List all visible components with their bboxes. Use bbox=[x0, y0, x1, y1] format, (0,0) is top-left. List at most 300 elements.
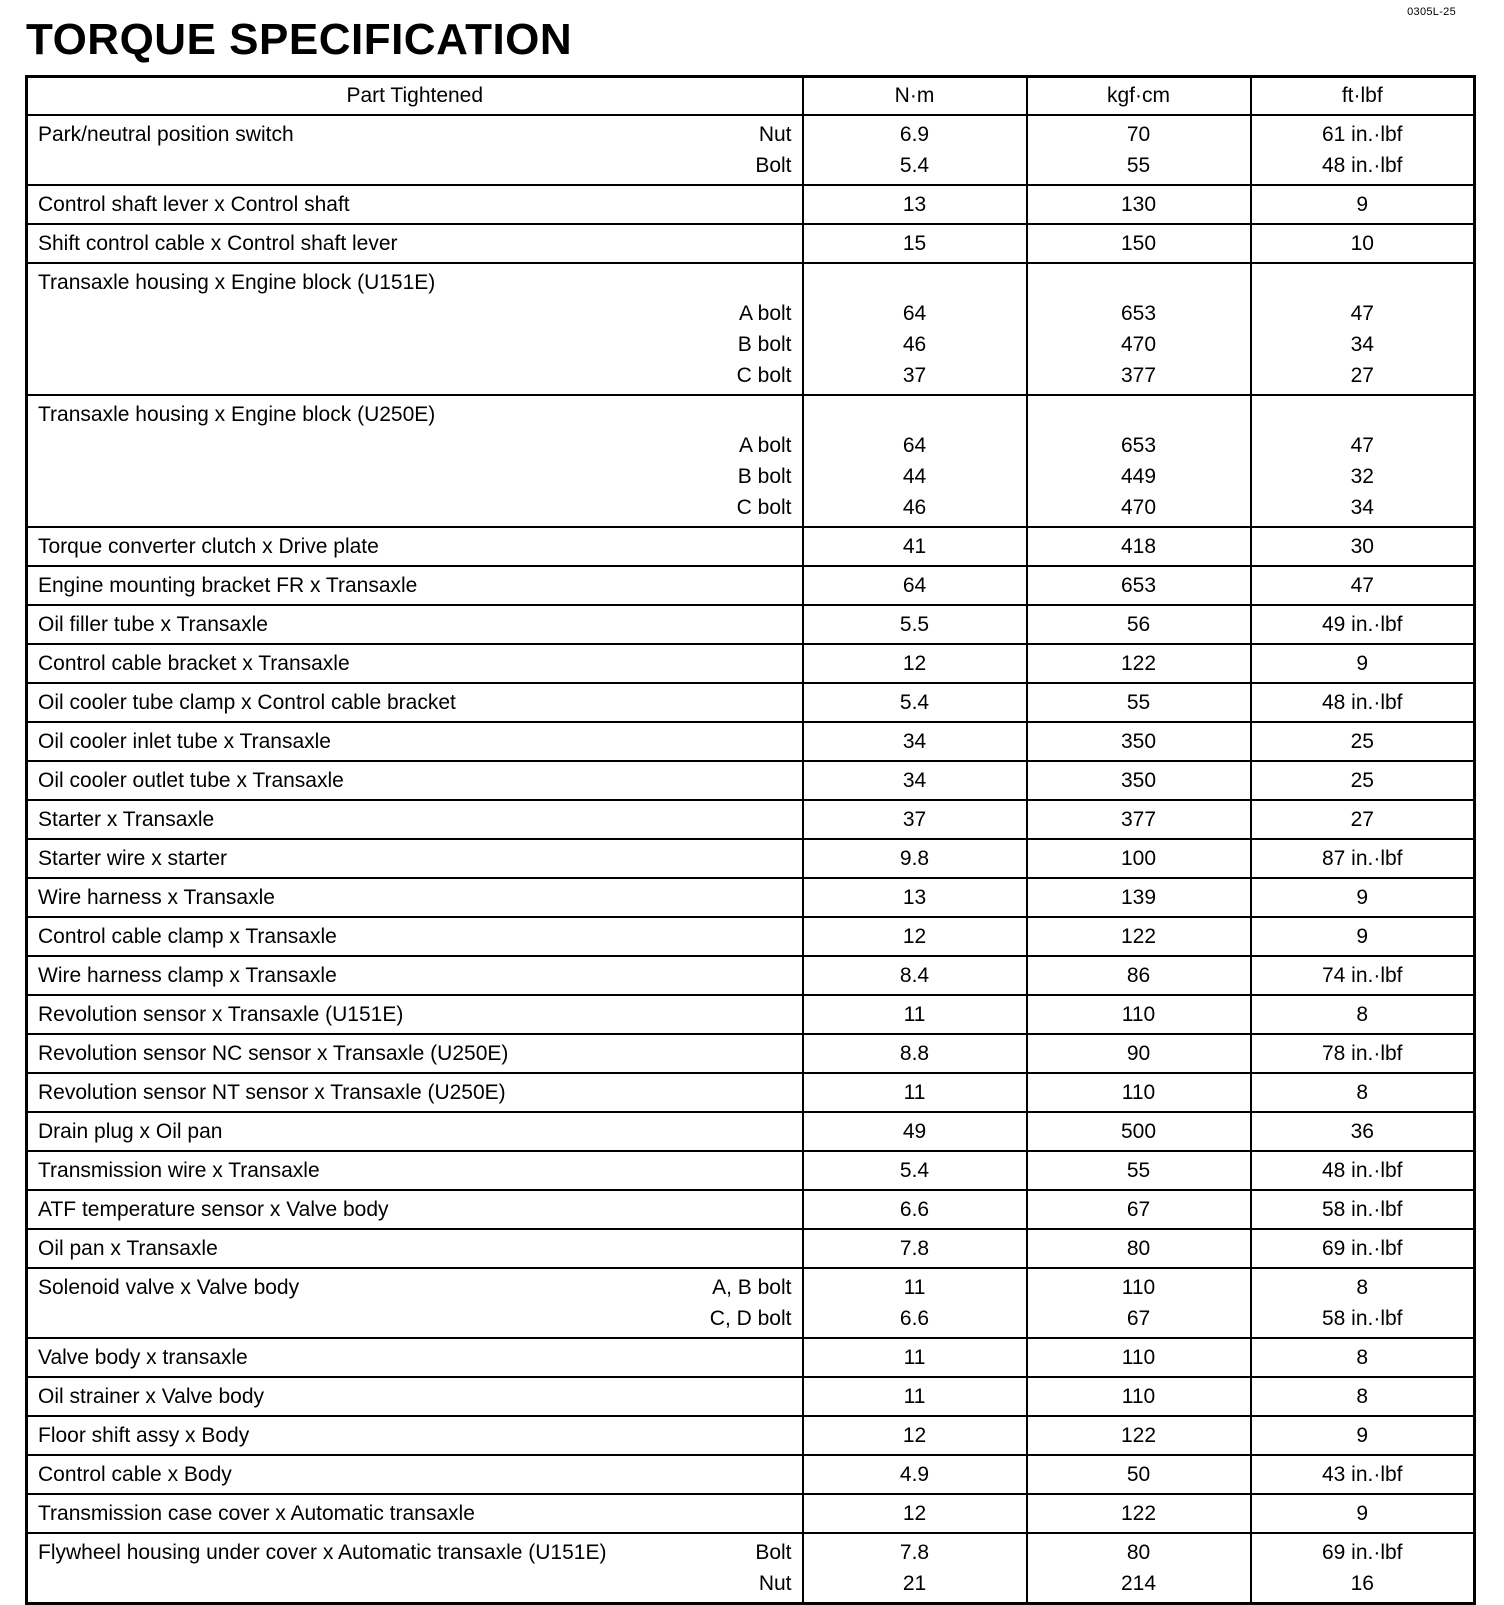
fastener-label: C bolt bbox=[736, 364, 792, 387]
nm-value: 6.6 bbox=[899, 1307, 930, 1330]
part-cell bbox=[27, 761, 803, 800]
part-name-text: Oil pan x Transaxle bbox=[38, 1237, 218, 1260]
table-header-row bbox=[27, 77, 1475, 116]
part-line bbox=[28, 430, 802, 461]
fastener-label: B bolt bbox=[737, 465, 792, 488]
nm-value: 5.5 bbox=[899, 613, 930, 636]
spacer-line bbox=[804, 399, 1026, 430]
part-cell bbox=[27, 878, 803, 917]
nm-cell bbox=[803, 995, 1027, 1034]
part-line bbox=[28, 119, 802, 150]
table-row bbox=[27, 395, 1475, 527]
ft-lbf-value: 48 in.·lbf bbox=[1321, 1159, 1403, 1182]
ft-lbf-value: 34 bbox=[1350, 333, 1374, 356]
kgf-cm-cell bbox=[1027, 644, 1251, 683]
nm-value: 37 bbox=[902, 808, 927, 831]
kgf-cm-value: 139 bbox=[1120, 886, 1157, 909]
part-cell bbox=[27, 605, 803, 644]
nm-value: 11 bbox=[903, 1385, 926, 1408]
kgf-cm-cell bbox=[1027, 1151, 1251, 1190]
nm-value: 11 bbox=[903, 1003, 926, 1026]
part-name-text: Control cable x Body bbox=[38, 1463, 232, 1486]
page-title: TORQUE SPECIFICATION bbox=[26, 15, 573, 64]
kgf-cm-value: 110 bbox=[1121, 1003, 1156, 1026]
kgf-cm-value: 80 bbox=[1126, 1237, 1151, 1260]
kgf-cm-value: 122 bbox=[1120, 1424, 1157, 1447]
ft-lbf-value: 9 bbox=[1356, 886, 1369, 909]
part-cell bbox=[27, 115, 803, 185]
part-name-text: Solenoid valve x Valve body bbox=[38, 1276, 300, 1299]
nm-value: 12 bbox=[902, 1424, 927, 1447]
part-line bbox=[28, 360, 802, 391]
fastener-label: A bolt bbox=[738, 434, 792, 457]
part-cell bbox=[27, 995, 803, 1034]
kgf-cm-value: 122 bbox=[1120, 652, 1157, 675]
table-row bbox=[27, 1112, 1475, 1151]
kgf-cm-value: 55 bbox=[1126, 1159, 1151, 1182]
kgf-cm-value: 653 bbox=[1120, 434, 1157, 457]
nm-cell bbox=[803, 263, 1027, 395]
part-cell bbox=[27, 1377, 803, 1416]
table-row bbox=[27, 566, 1475, 605]
kgf-cm-value: 122 bbox=[1120, 925, 1157, 948]
kgf-cm-value: 110 bbox=[1121, 1081, 1156, 1104]
kgf-cm-cell bbox=[1027, 566, 1251, 605]
kgf-cm-cell bbox=[1027, 1533, 1251, 1604]
nm-cell bbox=[803, 605, 1027, 644]
nm-cell bbox=[803, 1338, 1027, 1377]
fastener-label: B bolt bbox=[737, 333, 792, 356]
ft-lbf-cell bbox=[1251, 566, 1475, 605]
kgf-cm-cell bbox=[1027, 683, 1251, 722]
ft-lbf-value: 8 bbox=[1356, 1003, 1369, 1026]
table-row bbox=[27, 1229, 1475, 1268]
nm-value: 21 bbox=[902, 1572, 927, 1595]
kgf-cm-value: 86 bbox=[1126, 964, 1151, 987]
nm-value: 9.8 bbox=[899, 847, 930, 870]
ft-lbf-value: 8 bbox=[1356, 1346, 1369, 1369]
spacer-line bbox=[1028, 267, 1250, 298]
ft-lbf-cell bbox=[1251, 1377, 1475, 1416]
kgf-cm-value: 110 bbox=[1121, 1276, 1156, 1299]
part-line bbox=[28, 1038, 802, 1069]
nm-cell bbox=[803, 1151, 1027, 1190]
ft-lbf-value: 25 bbox=[1350, 769, 1374, 792]
ft-lbf-value: 9 bbox=[1356, 652, 1369, 675]
ft-lbf-cell bbox=[1251, 1455, 1475, 1494]
table-row bbox=[27, 761, 1475, 800]
nm-value: 64 bbox=[902, 302, 927, 325]
kgf-cm-value: 67 bbox=[1126, 1307, 1151, 1330]
table-row bbox=[27, 644, 1475, 683]
ft-lbf-value: 74 in.·lbf bbox=[1321, 964, 1403, 987]
ft-lbf-cell bbox=[1251, 1112, 1475, 1151]
ft-lbf-cell bbox=[1251, 761, 1475, 800]
ft-lbf-cell bbox=[1251, 1533, 1475, 1604]
kgf-cm-cell bbox=[1027, 1416, 1251, 1455]
nm-value: 64 bbox=[902, 434, 927, 457]
table-row bbox=[27, 224, 1475, 263]
nm-value: 34 bbox=[902, 769, 927, 792]
ft-lbf-cell bbox=[1251, 1229, 1475, 1268]
spacer-line bbox=[1252, 399, 1474, 430]
part-name-text: Control shaft lever x Control shaft bbox=[38, 193, 350, 216]
nm-value: 11 bbox=[903, 1346, 926, 1369]
part-cell bbox=[27, 1455, 803, 1494]
fastener-label: Bolt bbox=[755, 1541, 792, 1564]
kgf-cm-value: 56 bbox=[1126, 613, 1151, 636]
nm-cell bbox=[803, 1416, 1027, 1455]
part-line bbox=[28, 298, 802, 329]
part-line bbox=[28, 570, 802, 601]
nm-value: 13 bbox=[902, 886, 927, 909]
part-line bbox=[28, 1233, 802, 1264]
nm-cell bbox=[803, 761, 1027, 800]
part-name-text: Drain plug x Oil pan bbox=[38, 1120, 223, 1143]
ft-lbf-value: 78 in.·lbf bbox=[1321, 1042, 1403, 1065]
part-line bbox=[28, 189, 802, 220]
kgf-cm-value: 67 bbox=[1126, 1198, 1151, 1221]
nm-value: 34 bbox=[902, 730, 927, 753]
part-name-text: Starter wire x starter bbox=[38, 847, 228, 870]
part-name-text: Oil strainer x Valve body bbox=[38, 1385, 265, 1408]
ft-lbf-cell bbox=[1251, 878, 1475, 917]
nm-value: 4.9 bbox=[899, 1463, 930, 1486]
nm-cell bbox=[803, 1268, 1027, 1338]
ft-lbf-value: 10 bbox=[1350, 232, 1374, 255]
header-ft-lbf: ft·lbf bbox=[1251, 77, 1475, 116]
ft-lbf-value: 47 bbox=[1350, 574, 1374, 597]
nm-value: 8.4 bbox=[899, 964, 930, 987]
kgf-cm-value: 100 bbox=[1120, 847, 1157, 870]
table-row bbox=[27, 1494, 1475, 1533]
ft-lbf-value: 8 bbox=[1356, 1385, 1369, 1408]
nm-value: 64 bbox=[902, 574, 927, 597]
part-line bbox=[28, 1194, 802, 1225]
kgf-cm-value: 350 bbox=[1120, 730, 1157, 753]
part-line bbox=[28, 1077, 802, 1108]
ft-lbf-value: 30 bbox=[1350, 535, 1374, 558]
part-cell bbox=[27, 917, 803, 956]
ft-lbf-cell bbox=[1251, 185, 1475, 224]
part-name-text: Oil cooler inlet tube x Transaxle bbox=[38, 730, 331, 753]
kgf-cm-cell bbox=[1027, 1112, 1251, 1151]
part-line bbox=[28, 329, 802, 360]
table-row bbox=[27, 263, 1475, 395]
part-name-text: Wire harness clamp x Transaxle bbox=[38, 964, 337, 987]
kgf-cm-value: 50 bbox=[1126, 1463, 1151, 1486]
nm-value: 49 bbox=[902, 1120, 927, 1143]
part-cell bbox=[27, 263, 803, 395]
table-row bbox=[27, 1455, 1475, 1494]
part-line bbox=[28, 1459, 802, 1490]
table-row bbox=[27, 1377, 1475, 1416]
nm-cell bbox=[803, 1533, 1027, 1604]
part-cell bbox=[27, 1416, 803, 1455]
part-name bbox=[28, 267, 802, 298]
ft-lbf-cell bbox=[1251, 395, 1475, 527]
ft-lbf-value: 32 bbox=[1350, 465, 1374, 488]
nm-value: 8.8 bbox=[899, 1042, 930, 1065]
nm-cell bbox=[803, 1455, 1027, 1494]
nm-cell bbox=[803, 1034, 1027, 1073]
part-cell bbox=[27, 683, 803, 722]
ft-lbf-value: 69 in.·lbf bbox=[1321, 1237, 1403, 1260]
part-line bbox=[28, 1342, 802, 1373]
table-row bbox=[27, 115, 1475, 185]
part-cell bbox=[27, 395, 803, 527]
kgf-cm-value: 110 bbox=[1121, 1385, 1156, 1408]
part-name-text: Transaxle housing x Engine block (U250E) bbox=[38, 403, 436, 426]
nm-cell bbox=[803, 185, 1027, 224]
part-line bbox=[28, 461, 802, 492]
kgf-cm-cell bbox=[1027, 995, 1251, 1034]
kgf-cm-value: 70 bbox=[1126, 123, 1151, 146]
ft-lbf-value: 8 bbox=[1356, 1276, 1369, 1299]
table-row bbox=[27, 917, 1475, 956]
ft-lbf-cell bbox=[1251, 644, 1475, 683]
kgf-cm-cell bbox=[1027, 1268, 1251, 1338]
kgf-cm-value: 214 bbox=[1120, 1572, 1157, 1595]
kgf-cm-value: 377 bbox=[1120, 808, 1157, 831]
part-line bbox=[28, 726, 802, 757]
part-line bbox=[28, 492, 802, 523]
ft-lbf-value: 36 bbox=[1350, 1120, 1374, 1143]
part-name-text: Wire harness x Transaxle bbox=[38, 886, 275, 909]
nm-value: 12 bbox=[902, 1502, 927, 1525]
nm-value: 5.4 bbox=[899, 691, 930, 714]
ft-lbf-value: 47 bbox=[1350, 302, 1374, 325]
ft-lbf-value: 8 bbox=[1356, 1081, 1369, 1104]
table-row bbox=[27, 722, 1475, 761]
kgf-cm-cell bbox=[1027, 224, 1251, 263]
nm-cell bbox=[803, 566, 1027, 605]
ft-lbf-value: 58 in.·lbf bbox=[1321, 1198, 1403, 1221]
ft-lbf-cell bbox=[1251, 1151, 1475, 1190]
part-name-text: Transmission wire x Transaxle bbox=[38, 1159, 320, 1182]
kgf-cm-value: 470 bbox=[1120, 333, 1157, 356]
nm-cell bbox=[803, 1190, 1027, 1229]
part-cell bbox=[27, 1533, 803, 1604]
ft-lbf-cell bbox=[1251, 956, 1475, 995]
part-name-text: Oil cooler outlet tube x Transaxle bbox=[38, 769, 344, 792]
nm-value: 12 bbox=[902, 652, 927, 675]
kgf-cm-value: 377 bbox=[1120, 364, 1157, 387]
ft-lbf-cell bbox=[1251, 839, 1475, 878]
kgf-cm-cell bbox=[1027, 1494, 1251, 1533]
fastener-label: A, B bolt bbox=[712, 1276, 792, 1299]
part-line bbox=[28, 843, 802, 874]
kgf-cm-cell bbox=[1027, 115, 1251, 185]
part-name bbox=[28, 399, 802, 430]
kgf-cm-cell bbox=[1027, 761, 1251, 800]
kgf-cm-cell bbox=[1027, 395, 1251, 527]
part-line bbox=[28, 531, 802, 562]
ft-lbf-value: 34 bbox=[1350, 496, 1374, 519]
part-cell bbox=[27, 566, 803, 605]
ft-lbf-value: 9 bbox=[1356, 925, 1369, 948]
table-row bbox=[27, 605, 1475, 644]
part-cell bbox=[27, 1268, 803, 1338]
kgf-cm-value: 122 bbox=[1120, 1502, 1157, 1525]
nm-cell bbox=[803, 1229, 1027, 1268]
part-cell bbox=[27, 1073, 803, 1112]
nm-cell bbox=[803, 1112, 1027, 1151]
part-line bbox=[28, 1155, 802, 1186]
kgf-cm-cell bbox=[1027, 839, 1251, 878]
spacer-line bbox=[1252, 267, 1474, 298]
table-row bbox=[27, 185, 1475, 224]
kgf-cm-cell bbox=[1027, 1377, 1251, 1416]
part-cell bbox=[27, 644, 803, 683]
part-line bbox=[28, 228, 802, 259]
part-name-text: Revolution sensor x Transaxle (U151E) bbox=[38, 1003, 404, 1026]
part-line bbox=[28, 999, 802, 1030]
ft-lbf-cell bbox=[1251, 1338, 1475, 1377]
ft-lbf-cell bbox=[1251, 1190, 1475, 1229]
kgf-cm-cell bbox=[1027, 1073, 1251, 1112]
part-cell bbox=[27, 1190, 803, 1229]
part-cell bbox=[27, 1034, 803, 1073]
nm-cell bbox=[803, 395, 1027, 527]
part-line bbox=[28, 1568, 802, 1599]
document-code: 0305L-25 bbox=[1407, 6, 1456, 18]
kgf-cm-cell bbox=[1027, 1338, 1251, 1377]
part-name-text: Valve body x transaxle bbox=[38, 1346, 248, 1369]
kgf-cm-cell bbox=[1027, 1455, 1251, 1494]
header-nm: N·m bbox=[803, 77, 1027, 116]
part-cell bbox=[27, 1151, 803, 1190]
ft-lbf-value: 48 in.·lbf bbox=[1321, 154, 1403, 177]
table-row bbox=[27, 1338, 1475, 1377]
kgf-cm-cell bbox=[1027, 185, 1251, 224]
kgf-cm-cell bbox=[1027, 917, 1251, 956]
ft-lbf-value: 9 bbox=[1356, 193, 1369, 216]
part-line bbox=[28, 609, 802, 640]
spacer-line bbox=[804, 267, 1026, 298]
nm-value: 6.9 bbox=[899, 123, 930, 146]
nm-value: 11 bbox=[903, 1081, 926, 1104]
kgf-cm-value: 500 bbox=[1120, 1120, 1157, 1143]
table-row bbox=[27, 995, 1475, 1034]
kgf-cm-value: 350 bbox=[1120, 769, 1157, 792]
table-row bbox=[27, 878, 1475, 917]
table-row bbox=[27, 800, 1475, 839]
nm-value: 41 bbox=[902, 535, 927, 558]
fastener-label: Bolt bbox=[755, 154, 792, 177]
kgf-cm-value: 55 bbox=[1126, 154, 1151, 177]
nm-cell bbox=[803, 224, 1027, 263]
ft-lbf-value: 49 in.·lbf bbox=[1321, 613, 1403, 636]
part-line bbox=[28, 765, 802, 796]
nm-value: 37 bbox=[902, 364, 927, 387]
part-line bbox=[28, 921, 802, 952]
part-cell bbox=[27, 1494, 803, 1533]
part-name-text: Shift control cable x Control shaft lever bbox=[38, 232, 398, 255]
nm-cell bbox=[803, 527, 1027, 566]
part-line bbox=[28, 1116, 802, 1147]
part-name-text: Flywheel housing under cover x Automatic transaxle (U151E) bbox=[38, 1541, 607, 1564]
part-name-text: Oil filler tube x Transaxle bbox=[38, 613, 268, 636]
part-name-text: Floor shift assy x Body bbox=[38, 1424, 250, 1447]
part-cell bbox=[27, 956, 803, 995]
kgf-cm-value: 150 bbox=[1120, 232, 1157, 255]
kgf-cm-value: 90 bbox=[1126, 1042, 1151, 1065]
ft-lbf-cell bbox=[1251, 800, 1475, 839]
nm-cell bbox=[803, 1494, 1027, 1533]
nm-cell bbox=[803, 878, 1027, 917]
nm-cell bbox=[803, 644, 1027, 683]
table-row bbox=[27, 1416, 1475, 1455]
ft-lbf-value: 47 bbox=[1350, 434, 1374, 457]
part-line bbox=[28, 1381, 802, 1412]
table-row bbox=[27, 527, 1475, 566]
kgf-cm-cell bbox=[1027, 956, 1251, 995]
nm-value: 12 bbox=[902, 925, 927, 948]
table-row bbox=[27, 1268, 1475, 1338]
part-cell bbox=[27, 800, 803, 839]
fastener-label: A bolt bbox=[738, 302, 792, 325]
part-cell bbox=[27, 839, 803, 878]
ft-lbf-value: 27 bbox=[1350, 808, 1374, 831]
nm-cell bbox=[803, 722, 1027, 761]
nm-value: 7.8 bbox=[899, 1237, 930, 1260]
table-row bbox=[27, 956, 1475, 995]
nm-value: 5.4 bbox=[899, 154, 930, 177]
nm-value: 46 bbox=[902, 496, 927, 519]
ft-lbf-value: 9 bbox=[1356, 1502, 1369, 1525]
part-line bbox=[28, 804, 802, 835]
nm-cell bbox=[803, 839, 1027, 878]
spacer-line bbox=[1028, 399, 1250, 430]
part-cell bbox=[27, 185, 803, 224]
part-name-text: Transaxle housing x Engine block (U151E) bbox=[38, 271, 436, 294]
nm-cell bbox=[803, 917, 1027, 956]
part-name-text: Starter x Transaxle bbox=[38, 808, 215, 831]
kgf-cm-value: 130 bbox=[1120, 193, 1157, 216]
kgf-cm-cell bbox=[1027, 605, 1251, 644]
nm-value: 15 bbox=[902, 232, 927, 255]
ft-lbf-value: 48 in.·lbf bbox=[1321, 691, 1403, 714]
ft-lbf-value: 58 in.·lbf bbox=[1321, 1307, 1403, 1330]
ft-lbf-cell bbox=[1251, 722, 1475, 761]
ft-lbf-cell bbox=[1251, 115, 1475, 185]
part-name-text: Oil cooler tube clamp x Control cable bracket bbox=[38, 691, 456, 714]
ft-lbf-cell bbox=[1251, 995, 1475, 1034]
kgf-cm-value: 449 bbox=[1120, 465, 1157, 488]
kgf-cm-cell bbox=[1027, 722, 1251, 761]
part-line bbox=[28, 1537, 802, 1568]
part-line bbox=[28, 1303, 802, 1334]
table-row bbox=[27, 1151, 1475, 1190]
part-line bbox=[28, 1498, 802, 1529]
kgf-cm-value: 55 bbox=[1126, 691, 1151, 714]
ft-lbf-value: 25 bbox=[1350, 730, 1374, 753]
nm-value: 13 bbox=[902, 193, 927, 216]
fastener-label: C, D bolt bbox=[709, 1307, 792, 1330]
nm-value: 44 bbox=[902, 465, 927, 488]
ft-lbf-value: 69 in.·lbf bbox=[1321, 1541, 1403, 1564]
table-row bbox=[27, 1073, 1475, 1112]
nm-cell bbox=[803, 800, 1027, 839]
kgf-cm-cell bbox=[1027, 527, 1251, 566]
kgf-cm-cell bbox=[1027, 263, 1251, 395]
part-name-text: Control cable clamp x Transaxle bbox=[38, 925, 337, 948]
nm-value: 11 bbox=[903, 1276, 926, 1299]
part-line bbox=[28, 1420, 802, 1451]
part-line bbox=[28, 1272, 802, 1303]
kgf-cm-cell bbox=[1027, 800, 1251, 839]
